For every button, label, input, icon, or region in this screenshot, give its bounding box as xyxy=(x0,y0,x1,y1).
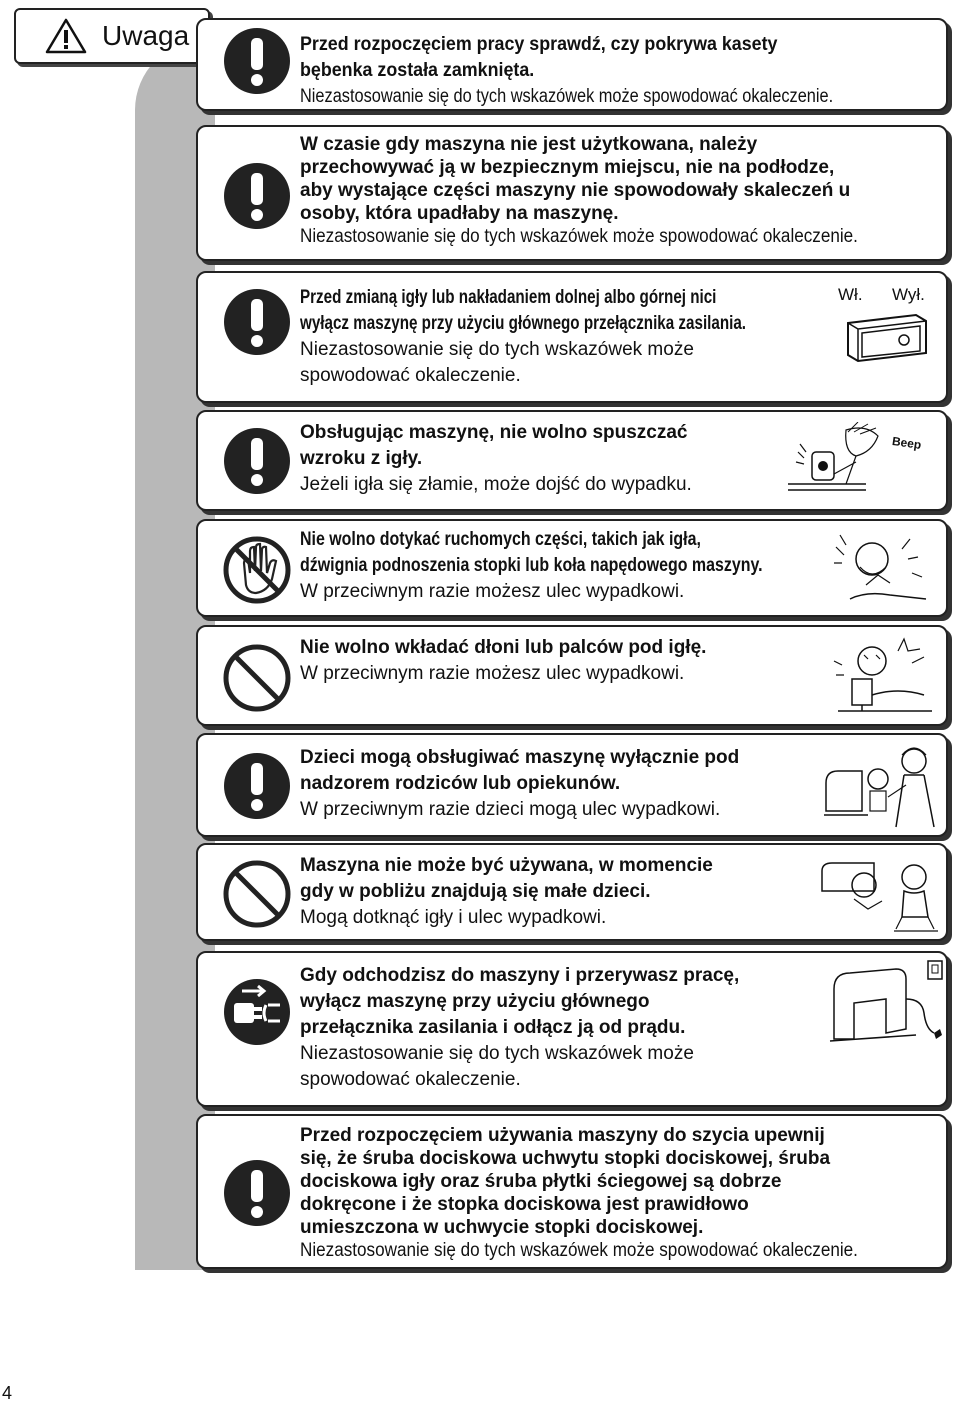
warning-text-bold: Przed zmianą igły lub nakładaniem dolnej albo górnej nici xyxy=(300,287,717,308)
moving-parts-sketch-icon xyxy=(830,529,940,613)
warning-text-bold: dźwignia podnoszenia stopki lub koła napędowego maszyny. xyxy=(300,555,763,576)
warning-text-bold: dokręcone i że stopka dociskowa jest prawidłowo xyxy=(300,1194,749,1215)
warning-text-bold: bębenka została zamknięta. xyxy=(300,60,535,81)
exclamation-icon xyxy=(222,287,292,357)
warning-text-bold: Nie wolno dotykać ruchomych części, takich jak igła, xyxy=(300,529,701,550)
warning-text: Niezastosowanie się do tych wskazówek może spowodować okaleczenie. xyxy=(300,1240,858,1261)
warning-text: spowodować okaleczenie. xyxy=(300,1069,521,1090)
warning-text-bold: Przed rozpoczęciem używania maszyny do szycia upewnij xyxy=(300,1125,825,1146)
beep-label: Beep xyxy=(891,434,923,452)
warning-text-bold: wyłącz maszynę przy użyciu głównego xyxy=(300,991,650,1012)
warning-text-bold: wzroku z igły. xyxy=(300,448,423,469)
hand-under-needle-illustration xyxy=(828,635,942,721)
prohibition-icon xyxy=(222,859,292,929)
warning-text-bold: gdy w pobliżu znajdują się małe dzieci. xyxy=(300,881,651,902)
warning-text-bold: się, że śruba dociskowa uchwytu stopki dociskowej, śruba xyxy=(300,1148,831,1169)
exclamation-icon xyxy=(222,161,292,231)
exclamation-icon xyxy=(222,426,292,496)
warning-text-bold: osoby, która upadłaby na maszynę. xyxy=(300,203,619,224)
warning-text: Niezastosowanie się do tych wskazówek może spowodować okaleczenie. xyxy=(300,86,834,107)
warning-card-9 xyxy=(196,951,948,1107)
warning-text-bold: wyłącz maszynę przy użyciu głównego przełącznika zasilania. xyxy=(300,313,747,334)
prohibition-icon xyxy=(222,643,292,713)
moving-parts-illustration xyxy=(830,529,940,613)
power-switch-icon xyxy=(842,309,934,363)
warning-text: Niezastosowanie się do tych wskazówek może spowodować okaleczenie. xyxy=(300,226,858,247)
warning-text-bold: Gdy odchodzisz do maszyny i przerywasz pracę, xyxy=(300,965,740,986)
sewing-machine-sketch-icon xyxy=(826,959,946,1049)
warning-card-5 xyxy=(196,519,948,617)
header-title: Uwaga xyxy=(102,20,190,51)
switch-on-label: Wł. xyxy=(838,285,863,304)
exclamation-icon xyxy=(222,1158,292,1228)
supervision-sketch-icon xyxy=(822,741,944,833)
exclamation-icon xyxy=(222,751,292,821)
warning-text: W przeciwnym razie możesz ulec wypadkowi. xyxy=(300,663,685,684)
warning-card-2 xyxy=(196,125,948,261)
warning-card-1 xyxy=(196,18,948,111)
sewing-operator-illustration xyxy=(786,422,944,504)
warning-text: W przeciwnym razie dzieci mogą ulec wypadkowi. xyxy=(300,799,721,820)
page-number: 4 xyxy=(2,1383,13,1403)
warning-card-3 xyxy=(196,271,948,403)
warning-text-bold: dociskowa igły oraz śruba płytki ściegowej są dobrze xyxy=(300,1171,782,1192)
warning-card-4 xyxy=(196,410,948,511)
children-sketch-icon xyxy=(818,851,944,937)
warning-text-bold: nadzorem rodziców lub opiekunów. xyxy=(300,773,621,794)
hand-needle-sketch-icon xyxy=(828,635,942,721)
warning-text-bold: Maszyna nie może być używana, w momencie xyxy=(300,855,713,876)
unplugged-machine-illustration xyxy=(826,959,946,1049)
warning-card-10 xyxy=(196,1114,948,1269)
warning-text: W przeciwnym razie możesz ulec wypadkowi. xyxy=(300,581,685,602)
warning-card-8 xyxy=(196,843,948,941)
caution-header xyxy=(14,8,210,64)
switch-off-label: Wył. xyxy=(892,285,925,304)
warning-text: Jeżeli igła się złamie, może dojść do wypadku. xyxy=(300,474,692,495)
warning-triangle-icon xyxy=(44,17,88,55)
warning-text-bold: Dzieci mogą obsługiwać maszynę wyłącznie pod xyxy=(300,747,740,768)
exclamation-icon xyxy=(222,26,292,96)
warning-text: Niezastosowanie się do tych wskazówek może xyxy=(300,339,694,360)
warning-text: spowodować okaleczenie. xyxy=(300,365,521,386)
unplug-icon xyxy=(222,977,292,1047)
warning-text-bold: umieszczona w uchwycie stopki dociskowej. xyxy=(300,1217,704,1238)
warning-card-6 xyxy=(196,625,948,726)
power-switch-illustration xyxy=(838,285,942,365)
operator-sketch-icon xyxy=(786,422,886,504)
no-touch-hand-icon xyxy=(222,535,292,605)
small-children-illustration xyxy=(818,851,944,937)
warning-text-bold: aby wystające części maszyny nie spowodowały skaleczeń u xyxy=(300,180,851,201)
warning-text-bold: przełącznika zasilania i odłącz ją od prądu. xyxy=(300,1017,686,1038)
warning-text-bold: W czasie gdy maszyna nie jest użytkowana, należy xyxy=(300,134,758,155)
child-supervision-illustration xyxy=(822,741,944,833)
warning-text-bold: przechowywać ją w bezpiecznym miejscu, nie na podłodze, xyxy=(300,157,835,178)
warning-text-bold: Nie wolno wkładać dłoni lub palców pod igłę. xyxy=(300,637,707,658)
warning-card-7 xyxy=(196,733,948,837)
warning-text-bold: Przed rozpoczęciem pracy sprawdź, czy pokrywa kasety xyxy=(300,34,778,55)
warning-text: Niezastosowanie się do tych wskazówek może xyxy=(300,1043,694,1064)
warning-text: Mogą dotknąć igły i ulec wypadkowi. xyxy=(300,907,607,928)
warning-text-bold: Obsługując maszynę, nie wolno spuszczać xyxy=(300,422,688,443)
